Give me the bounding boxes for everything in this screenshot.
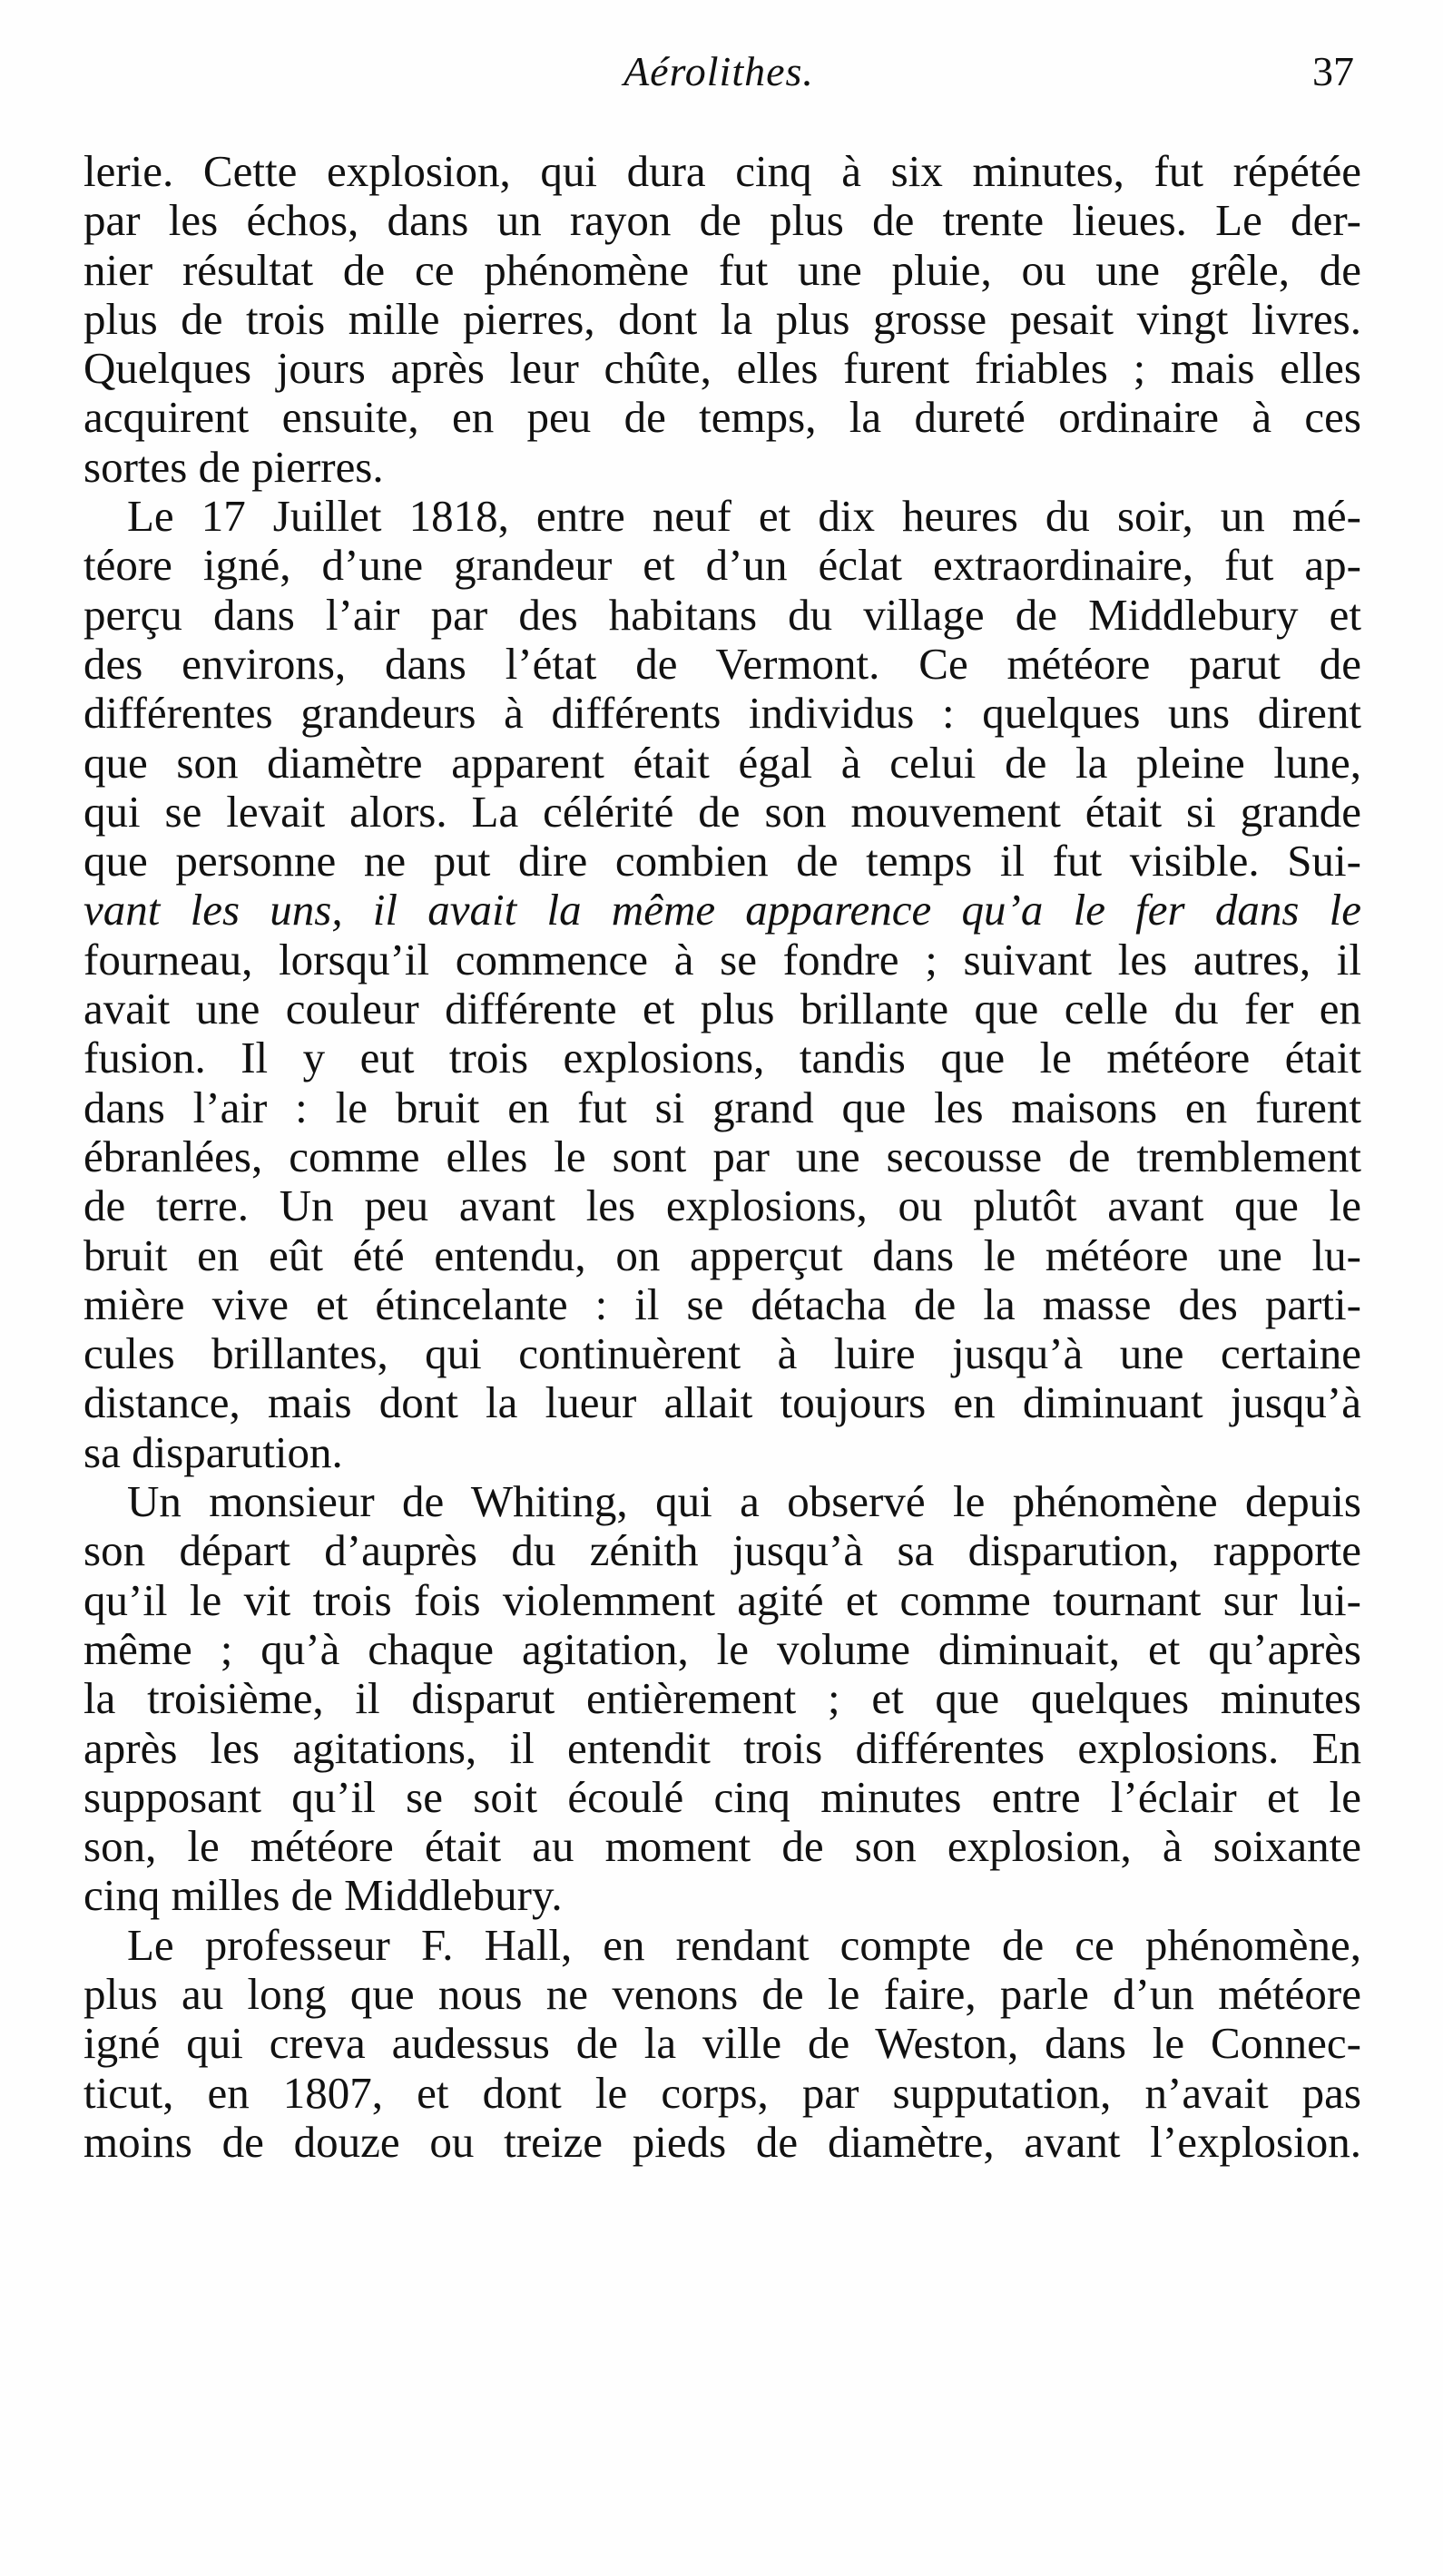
text-line: sa disparution. [83, 1426, 343, 1477]
paragraph-1 [83, 147, 1361, 492]
paragraph-4 [83, 1921, 1361, 2167]
text-line: même ; qu’à chaque agitation, le volume diminuait, et qu’après [83, 1623, 1361, 1674]
text-line: Quelques jours après leur chûte, elles furent friables ; mais elles [83, 343, 1361, 394]
text-line: moins de douze ou treize pieds de diamètre, avant l’explosion. [83, 2116, 1361, 2167]
text-line: qui se levait alors. La célérité de son mouvement était si grande [83, 786, 1361, 837]
text-line: supposant qu’il se soit écoulé cinq minutes entre l’éclair et le [83, 1771, 1361, 1822]
text-line: ticut, en 1807, et dont le corps, par supputation, n’avait pas [83, 2067, 1361, 2118]
text-line: acquirent ensuite, en peu de temps, la dureté ordinaire à ces [83, 392, 1361, 443]
text-line: perçu dans l’air par des habitans du village de Middlebury et [83, 589, 1361, 640]
running-title: Aérolithes. [623, 48, 814, 94]
text-line: que personne ne put dire combien de temps il fut visible. Sui- [83, 836, 1361, 886]
text-line: plus de trois mille pierres, dont la plus grosse pesait vingt livres. [83, 293, 1361, 344]
text-line: son départ d’auprès du zénith jusqu’à sa disparution, rapporte [83, 1525, 1361, 1576]
text-line: mière vive et étincelante : il se détacha de la masse des parti- [83, 1278, 1361, 1329]
text-line: lerie. Cette explosion, qui dura cinq à six minutes, fut répétée [83, 146, 1361, 196]
text-line: dans l’air : le bruit en fut si grand que les maisons en furent [83, 1082, 1361, 1132]
text-line: fusion. Il y eut trois explosions, tandis que le météore était [83, 1033, 1361, 1083]
text-line: distance, mais dont la lueur allait toujours en diminuant jusqu’à [83, 1377, 1361, 1428]
text-line: cinq milles de Middlebury. [83, 1870, 563, 1921]
text-line: téore igné, d’une grandeur et d’un éclat extraordinaire, fut ap- [83, 540, 1361, 591]
text-line: que son diamètre apparent était égal à celui de la pleine lune, [83, 737, 1361, 788]
running-head [83, 47, 1354, 102]
text-line: fourneau, lorsqu’il commence à se fondre ; suivant les autres, il [83, 934, 1361, 984]
text-line: différentes grandeurs à différents individus : quelques uns dirent [83, 688, 1361, 739]
text-line: ébranlées, comme elles le sont par une secousse de tremblement [83, 1131, 1361, 1181]
text-line: par les échos, dans un rayon de plus de trente lieues. Le der- [83, 195, 1361, 246]
text-line: après les agitations, il entendit trois différentes explosions. En [83, 1722, 1361, 1773]
text-line: sortes de pierres. [83, 441, 384, 492]
text-line: igné qui creva audessus de la ville de Weston, dans le Connec- [83, 2018, 1361, 2069]
text-line: des environs, dans l’état de Vermont. Ce météore parut de [83, 638, 1361, 689]
paragraph-3 [83, 1477, 1361, 1921]
text-line: Le 17 Juillet 1818, entre neuf et dix heures du soir, un mé- [127, 491, 1361, 542]
text-line: qu’il le vit trois fois violemment agité et comme tournant sur lui- [83, 1574, 1361, 1625]
text-line: la troisième, il disparut entièrement ; et que quelques minutes [83, 1673, 1361, 1724]
text-line: Le professeur F. Hall, en rendant compte de ce phénomène, [127, 1919, 1361, 1970]
text-line: nier résultat de ce phénomène fut une pluie, ou une grêle, de [83, 244, 1361, 295]
text-line: vant les uns, il avait la même apparence qu’a le fer dans le [83, 885, 1361, 935]
text-line: plus au long que nous ne venons de le faire, parle d’un météore [83, 1968, 1361, 2019]
text-line: bruit en eût été entendu, on apperçut dans le météore une lu- [83, 1229, 1361, 1280]
text-line: son, le météore était au moment de son explosion, à soixante [83, 1821, 1361, 1872]
text-line: cules brillantes, qui continuèrent à luire jusqu’à une certaine [83, 1328, 1361, 1379]
text-line: Un monsieur de Whiting, qui a observé le phénomène depuis [127, 1476, 1361, 1527]
text-line: avait une couleur différente et plus brillante que celle du fer en [83, 984, 1361, 1034]
page-number: 37 [1312, 48, 1354, 94]
paragraph-2 [83, 492, 1361, 1477]
text-line: de terre. Un peu avant les explosions, ou plutôt avant que le [83, 1180, 1361, 1231]
body-text [83, 147, 1361, 2167]
